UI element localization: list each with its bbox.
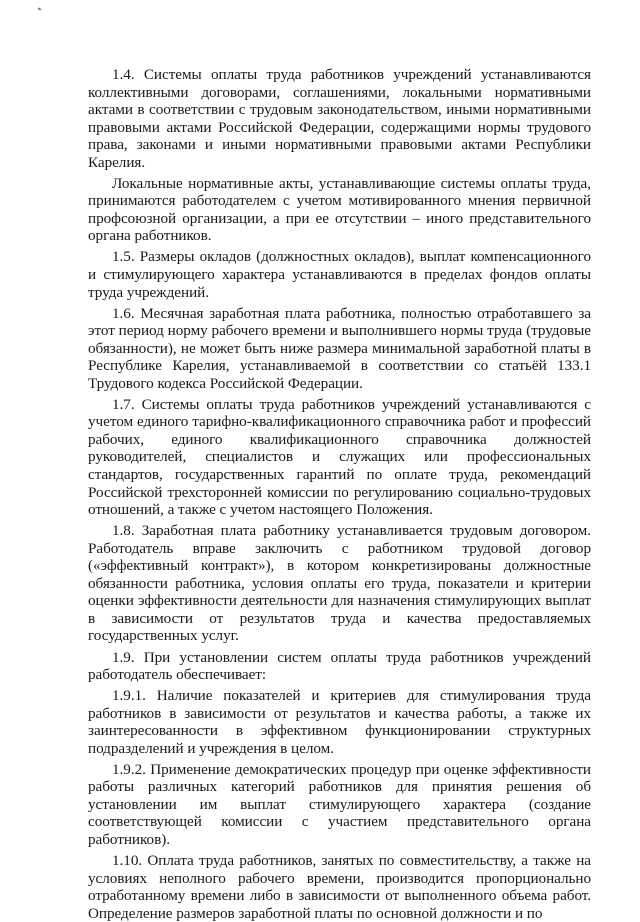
paragraph-1-8: 1.8. Заработная плата работнику устанавливается трудовым договором. Работодатель вправе заключить с работником трудовой договор («эффективный контракт»), в котором конкретизированы должностные обязанности работника, условия оплаты его труда, показатели и критерии оценки эффективности деятельности для назначения стимулирующих выплат в зависимости от результатов труда и качества предоставляемых государственных услуг.: [88, 522, 591, 645]
scan-mark: [38, 7, 42, 10]
paragraph-1-9: 1.9. При установлении систем оплаты труда работников учреждений работодатель обеспечивает:: [88, 648, 591, 684]
paragraph-1-5: 1.5. Размеры окладов (должностных окладов), выплат компенсационного и стимулирующего характера устанавливаются в пределах фондов оплаты труда учреждений.: [88, 248, 591, 301]
paragraph-1-6: 1.6. Месячная заработная плата работника, полностью отработавшего за этот период норму рабочего времени и выполнившего нормы труда (трудовые обязанности), не может быть ниже размера минимальной заработной платы в Республике Карелия, устанавливаемой в соответствии со статьёй 133.1 Трудового кодекса Российской Федерации.: [88, 304, 591, 392]
paragraph-1-9-1: 1.9.1. Наличие показателей и критериев для стимулирования труда работников в зависимости от результатов и качества работы, а также их заинтересованности в эффективном функционировании структурных подразделений и учреждения в целом.: [88, 687, 591, 757]
document-body: [88, 66, 591, 922]
paragraph-1-9-2: 1.9.2. Применение демократических процедур при оценке эффективности работы различных категорий работников для принятия решения об установлении им выплат стимулирующего характера (создание соответствующей комиссии с участием представительного органа работников).: [88, 760, 591, 848]
paragraph-1-7: 1.7. Системы оплаты труда работников учреждений устанавливаются с учетом единого тарифно-квалификационного справочника работ и профессий рабочих, единого квалификационного справочника должностей руководителей, специалистов и служащих или профессиональных стандартов, государственных гарантий по оплате труда, рекомендаций Российской трехсторонней комиссии по регулированию социально-трудовых отношений, а также с учетом настоящего Положения.: [88, 395, 591, 519]
paragraph-1-10: 1.10. Оплата труда работников, занятых по совместительству, а также на условиях неполного рабочего времени, производится пропорционально отработанному времени либо в зависимости от выполненного объема работ. Определение размеров заработной платы по основной должности и по: [88, 852, 591, 922]
paragraph-local-acts: Локальные нормативные акты, устанавливающие системы оплаты труда, принимаются работодателем с учетом мотивированного мнения первичной профсоюзной организации, а при ее отсутствии – иного представительного органа работников.: [88, 174, 591, 245]
paragraph-1-4: 1.4. Системы оплаты труда работников учреждений устанавливаются коллективными договорами, соглашениями, локальными нормативными актами в соответствии с трудовым законодательством, иными нормативными правовыми актами Российской Федерации, содержащими нормы трудового права, законами и иными нормативными правовыми актами Республики Карелия.: [88, 66, 591, 171]
